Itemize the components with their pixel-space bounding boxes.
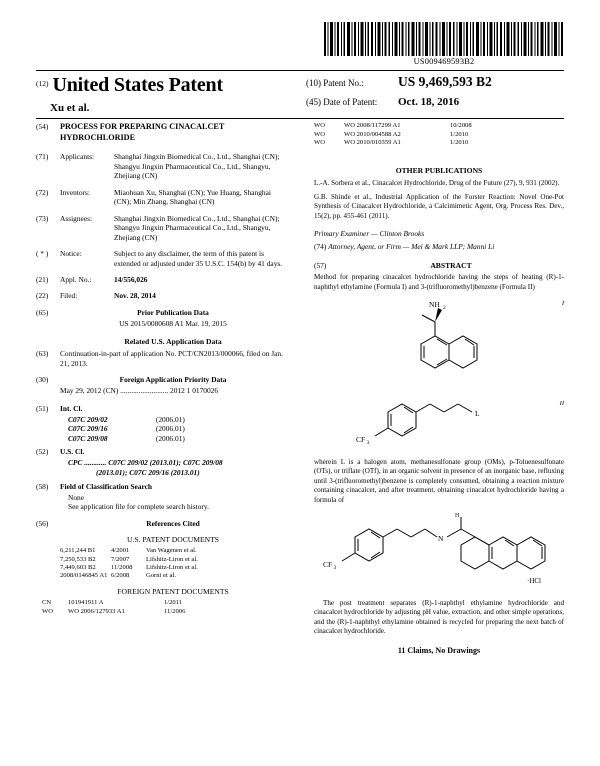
- assignees-value: Shanghai Jingxin Biomedical Co., Ltd., Shanghai (CN); Shangyu Jingxin Pharmaceutical Co., Ltd., Shangyu, Zhejiang (CN): [114, 213, 280, 242]
- table-row: [60, 564, 201, 572]
- field-appl-no-label: Appl. No.:: [60, 275, 92, 284]
- us-cl-line-2: (2013.01); C07C 209/16 (2013.01): [96, 467, 200, 477]
- patent-header: [36, 70, 564, 119]
- ref-number: 7,250,533 B2: [60, 555, 96, 563]
- svg-text:2: 2: [443, 305, 446, 312]
- us-cl-line-1: CPC ............ C07C 209/02 (2013.01); C07C 209/08: [68, 457, 223, 467]
- other-publication-entry: L.-A. Sorbera et al., Cinacalcet Hydrochloride, Drug of the Future (27), 9, 931 (2002).: [314, 178, 560, 187]
- field-prior-pub-tag: (65): [36, 307, 49, 317]
- field-notice-tag: ( * ): [36, 249, 49, 259]
- field-int-cl: [36, 404, 286, 413]
- field-inventors-tag: (72): [36, 187, 49, 197]
- field-references-tag: (56): [36, 518, 49, 528]
- field-title-tag: (54): [36, 122, 49, 131]
- formula-III-structure: [321, 511, 557, 593]
- fr-date: 1/2010: [450, 139, 469, 147]
- prior-pub-heading: Prior Publication Data: [137, 307, 209, 317]
- fr-number: WO 2010/010359 A1: [344, 139, 401, 147]
- fr-country: WO: [314, 122, 325, 129]
- kind-code-12: (12): [36, 79, 49, 88]
- header-rule-top: [36, 70, 564, 71]
- int-cl-code: C07C 209/02: [68, 414, 108, 424]
- fr-country: WO: [314, 139, 325, 147]
- table-row: [314, 131, 476, 140]
- patent-date-label: (45) Date of Patent:: [306, 97, 378, 107]
- other-publication-entry: G.B. Shinde et al., Industrial Application of the Forster Reaction: Novel One-Pot Synthesis of Cinacalcet Hydrochloride, a Calcimimetic Agent, Org. Process Res. Dev., 15(2), pp. 455-461 (2011).: [314, 193, 564, 220]
- left-column: [36, 122, 286, 616]
- header-left: [36, 74, 298, 114]
- formula-III-box: [314, 511, 564, 595]
- post-treatment-text: The post treatment separates (R)-1-naphthyl ethylamine hydrochloride and cinacalcet hydrochloride by adjusting pH value, extraction, and other simple operations, and the (R)-1-naphthyl ethylamine obtained is recycled for preparing the next batch of cinacalcet hydrochloride.: [314, 598, 564, 635]
- appl-no-value: 14/556,026: [114, 275, 148, 284]
- inventor-surname-line: Xu et al.: [50, 102, 90, 114]
- formula-I-box: [314, 298, 564, 394]
- int-cl-label: Int. Cl.: [60, 404, 83, 414]
- table-row: [60, 572, 201, 580]
- svg-text:L: L: [475, 409, 480, 419]
- foreign-patent-documents-table: [42, 599, 189, 616]
- int-cl-row: [68, 415, 286, 425]
- ref-name: Van Wagenen et al.: [146, 547, 197, 555]
- formula-I-label: I: [561, 300, 564, 308]
- int-cl-year: (2006.01): [155, 414, 185, 424]
- attorney-line: [314, 242, 564, 252]
- field-search-none: None: [68, 492, 85, 502]
- int-cl-year: (2006.01): [155, 433, 185, 443]
- fr-number: 101941911 A: [68, 599, 104, 607]
- field-applicants-label: Applicants:: [60, 152, 95, 162]
- field-int-cl-tag: (51): [36, 404, 49, 414]
- related-value: Continuation-in-part of application No. PCT/CN2013/000066, filed on Jan. 21, 2013.: [60, 349, 283, 368]
- fr-date: 11/2006: [164, 607, 186, 615]
- us-patent-documents-table: [60, 547, 201, 580]
- fr-date: 10/2008: [450, 122, 472, 129]
- field-search-history: See application file for complete search history.: [68, 502, 209, 512]
- field-assignees: [36, 214, 286, 242]
- table-row: [60, 547, 201, 555]
- field-references: [36, 519, 286, 528]
- field-foreign-priority-tag: (30): [36, 374, 49, 384]
- field-notice-label: Notice:: [60, 249, 82, 259]
- abstract-text: Method for preparing cinacalcet hydrochloride having the steps of heating (R)-1-naphthyl ethylamine (Formula I) and 3-(trifluoromethyl)benzene (Formula II): [314, 273, 564, 291]
- field-inventors: [36, 188, 286, 207]
- int-cl-row: [68, 434, 286, 444]
- ref-date: 4/2001: [111, 547, 130, 555]
- body-columns: [36, 122, 564, 722]
- right-column: [314, 122, 564, 655]
- filed-value: Nov. 28, 2014: [114, 291, 156, 301]
- int-cl-row: [68, 424, 286, 434]
- int-cl-code: C07C 209/08: [68, 433, 108, 443]
- field-search: [36, 482, 286, 491]
- us-cl-label: U.S. Cl.: [60, 447, 85, 457]
- svg-text:H: H: [455, 512, 460, 519]
- barcode-number: US009469593B2: [413, 57, 475, 66]
- svg-text:3: 3: [366, 440, 370, 447]
- field-filed-tag: (22): [36, 291, 49, 301]
- ref-number: 7,449,603 B2: [60, 563, 96, 571]
- field-foreign-priority: [36, 375, 286, 384]
- svg-text:3: 3: [333, 564, 337, 571]
- notice-value: Subject to any disclaimer, the term of this patent is extended or adjusted under 35 U.S.C. 154(b) by 41 days.: [114, 249, 283, 268]
- field-appl-no-tag: (21): [36, 275, 49, 284]
- claims-count: 11 Claims, No Drawings: [397, 646, 481, 656]
- fr-number: WO 2008/117299 A1: [344, 122, 401, 129]
- formula-I-structure: [369, 298, 509, 392]
- field-prior-pub: [36, 308, 286, 317]
- table-row: [60, 556, 201, 564]
- foreign-priority-heading: Foreign Application Priority Data: [119, 374, 227, 384]
- invention-title: PROCESS FOR PREPARING CINACALCET HYDROCHLORIDE: [60, 122, 225, 142]
- wherein-text: wherein L is a halogen atom, methanesulfonate group (OMs), p-Toluenesulfonate (OTs), or triflate (OTf), in an organic solvent in presence of an inorganic base, refluxing until 3-(trifluoromethyl)benzene is completely consumed, obtaining a reaction mixture containing cinacalcet, and after treatment, obtaining cinacalcet hydrochloride having a formula of: [314, 458, 564, 504]
- fr-country: CN: [42, 599, 52, 607]
- field-appl-no: [36, 275, 286, 284]
- field-inventors-label: Inventors:: [60, 187, 90, 197]
- barcode-area: [324, 22, 564, 66]
- field-related: [36, 349, 286, 368]
- patent-number-label: (10) Patent No.:: [306, 78, 364, 88]
- formula-II-label: II: [559, 400, 564, 408]
- abstract-heading: ABSTRACT: [430, 261, 472, 271]
- fr-date: 1/2010: [450, 130, 469, 138]
- int-cl-code: C07C 209/16: [68, 424, 108, 434]
- field-notice: [36, 249, 286, 268]
- field-applicants-tag: (71): [36, 152, 49, 162]
- field-applicants: [36, 152, 286, 180]
- field-us-cl-tag: (52): [36, 447, 49, 457]
- ref-date: 6/2008: [111, 572, 130, 580]
- foreign-priority-line: May 29, 2012 (CN) .......................... 2012 1 0170026: [60, 386, 219, 396]
- fr-country: WO: [314, 130, 325, 138]
- field-assignees-tag: (73): [36, 213, 49, 223]
- primary-examiner: Primary Examiner — Clinton Brooks: [314, 229, 425, 239]
- fr-number: WO 2010/004588 A2: [344, 130, 401, 138]
- foreign-patent-documents-continued: [314, 122, 476, 148]
- attorney-tag: (74): [314, 241, 327, 251]
- field-assignees-label: Assignees:: [60, 213, 93, 223]
- field-filed-label: Filed:: [60, 291, 78, 301]
- ref-name: Lifshitz-Liron et al.: [146, 555, 198, 563]
- other-publications-heading: OTHER PUBLICATIONS: [395, 165, 483, 175]
- applicants-value: Shanghai Jingxin Biomedical Co., Ltd., Shanghai (CN); Shangyu Jingxin Pharmaceutical Co., Ltd., Shangyu, Zhejiang (CN): [114, 152, 280, 181]
- field-filed: [36, 291, 286, 300]
- nh2-label: NH: [429, 300, 440, 310]
- page-title: United States Patent: [52, 74, 223, 96]
- table-row: [314, 139, 476, 148]
- ref-number: 6,211,244 B1: [60, 547, 96, 555]
- ref-date: 7/2007: [111, 555, 130, 563]
- table-row: [42, 599, 189, 608]
- field-related-tag: (63): [36, 349, 49, 359]
- hcl-label: ·HCl: [527, 576, 541, 585]
- patent-number-value: US 9,469,593 B2: [398, 74, 492, 89]
- table-row: [42, 608, 189, 617]
- ref-number: 2008/0146845 A1: [60, 572, 108, 580]
- fr-number: WO 2006/127933 A1: [68, 607, 125, 615]
- svg-text:CF: CF: [356, 435, 366, 445]
- header-rule-bottom: [36, 118, 564, 119]
- fr-country: WO: [42, 607, 53, 615]
- field-title: [36, 122, 286, 143]
- patent-date-value: Oct. 18, 2016: [398, 96, 460, 108]
- field-search-label: Field of Classification Search: [60, 482, 153, 492]
- svg-text:CF: CF: [323, 559, 333, 569]
- references-heading: References Cited: [146, 518, 200, 528]
- int-cl-year: (2006.01): [155, 424, 185, 434]
- foreign-patent-docs-heading: FOREIGN PATENT DOCUMENTS: [117, 587, 229, 597]
- table-row: [314, 122, 476, 131]
- abstract-heading-row: [314, 261, 564, 270]
- prior-pub-line: US 2015/0080608 A1 Mar. 19, 2015: [119, 319, 227, 329]
- related-data-heading: Related U.S. Application Data: [124, 337, 222, 347]
- header-right: [306, 74, 564, 114]
- ref-name: Lifshitz-Liron et al.: [146, 563, 198, 571]
- fr-date: 1/2011: [164, 599, 183, 607]
- formula-II-structure: [344, 392, 534, 452]
- ref-date: 11/2008: [111, 563, 133, 571]
- barcode-image: [324, 22, 564, 56]
- svg-text:N: N: [438, 533, 444, 543]
- field-us-cl: [36, 447, 286, 456]
- us-patent-docs-heading: U.S. PATENT DOCUMENTS: [127, 535, 219, 545]
- abstract-tag: (57): [314, 261, 327, 271]
- inventors-value: Miaohuan Xu, Shanghai (CN); Yue Huang, Shanghai (CN); Min Zhang, Shanghai (CN): [114, 187, 271, 207]
- ref-name: Gorni et al.: [146, 572, 176, 580]
- field-search-tag: (58): [36, 482, 49, 492]
- attorney-value: Attorney, Agent, or Firm — Mei & Mark LLP; Manni Li: [328, 241, 495, 251]
- formula-II-box: [314, 392, 564, 454]
